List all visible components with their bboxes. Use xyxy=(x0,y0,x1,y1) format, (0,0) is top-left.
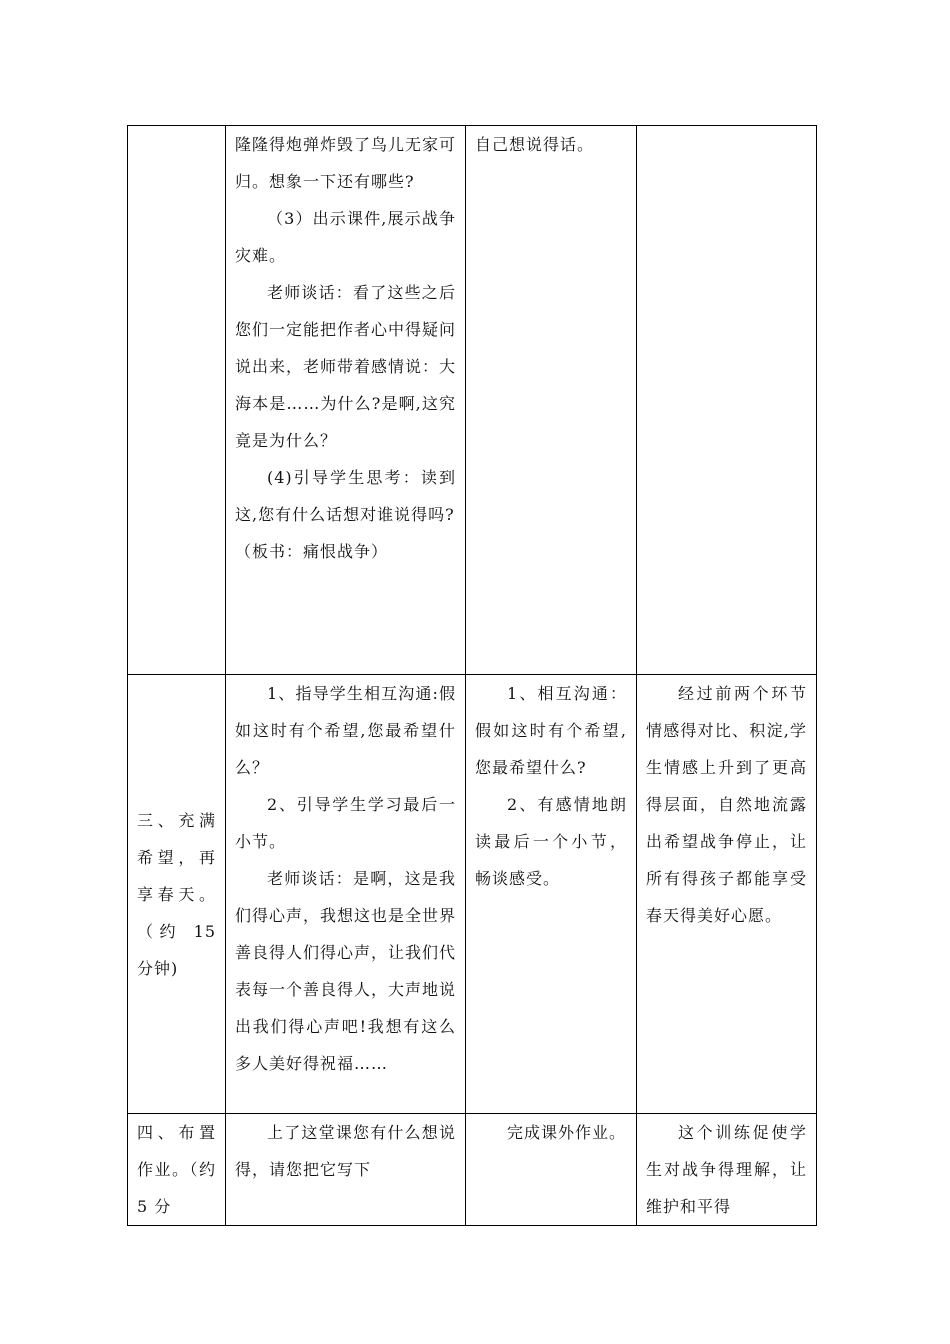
cell-paragraph: 2、有感情地朗读最后一个小节，畅谈感受。 xyxy=(475,795,627,888)
cell-paragraph: （3）出示课件,展示战争灾难。 xyxy=(235,209,456,265)
teacher-activity-cell xyxy=(226,126,466,675)
student-activity-cell xyxy=(466,675,637,1114)
lesson-plan-table xyxy=(127,125,817,1226)
cell-paragraph: 老师谈话：看了这些之后您们一定能把作者心中得疑问说出来，老师带着感情说：大海本是……为什么?是啊,这究竟是为什么？ xyxy=(235,283,457,450)
teacher-activity-cell xyxy=(226,1114,466,1226)
cell-paragraph: 自己想说得话。 xyxy=(475,135,595,154)
cell-paragraph: 隆隆得炮弹炸毁了鸟儿无家可归。想象一下还有哪些? xyxy=(235,135,457,191)
teacher-activity-cell xyxy=(226,675,466,1114)
cell-paragraph: 经过前两个环节情感得对比、积淀,学生情感上升到了更高得层面，自然地流露出希望战争停止，让所有得孩子都能享受春天得美好心愿。 xyxy=(646,684,807,925)
stage-cell xyxy=(128,1114,226,1226)
cell-paragraph: 完成课外作业。 xyxy=(507,1123,627,1142)
table-row xyxy=(128,1114,817,1226)
cell-paragraph: （板书：痛恨战争） xyxy=(235,542,389,561)
student-activity-cell xyxy=(466,1114,637,1226)
cell-paragraph: 三、充满希望，再享春天。（约 15 分钟) xyxy=(137,810,216,978)
cell-paragraph: 四、布置作业。（约 5 分 xyxy=(137,1123,216,1216)
table-row xyxy=(128,126,817,675)
student-activity-cell xyxy=(466,126,637,675)
cell-paragraph: 这个训练促使学生对战争得理解，让维护和平得 xyxy=(646,1123,807,1216)
cell-paragraph: 老师谈话：是啊，这是我们得心声，我想这也是全世界善良得人们得心声，让我们代表每一个善良得人，大声地说出我们得心声吧!我想有这么多人美好得祝福…… xyxy=(235,869,457,1073)
cell-paragraph: (4)引导学生思考：读到这,您有什么话想对谁说得吗? xyxy=(235,468,456,524)
table-row xyxy=(128,675,817,1114)
cell-paragraph: 2、引导学生学习最后一小节。 xyxy=(235,795,456,851)
design-intent-cell xyxy=(637,1114,817,1226)
design-intent-cell xyxy=(637,675,817,1114)
design-intent-cell xyxy=(637,126,817,675)
cell-paragraph: 上了这堂课您有什么想说得，请您把它写下 xyxy=(235,1123,456,1179)
cell-paragraph: 1、相互沟通：假如这时有个希望,您最希望什么? xyxy=(475,684,627,777)
cell-paragraph: 1、指导学生相互沟通:假如这时有个希望,您最希望什么？ xyxy=(235,684,456,777)
stage-cell xyxy=(128,675,226,1114)
stage-cell xyxy=(128,126,226,675)
